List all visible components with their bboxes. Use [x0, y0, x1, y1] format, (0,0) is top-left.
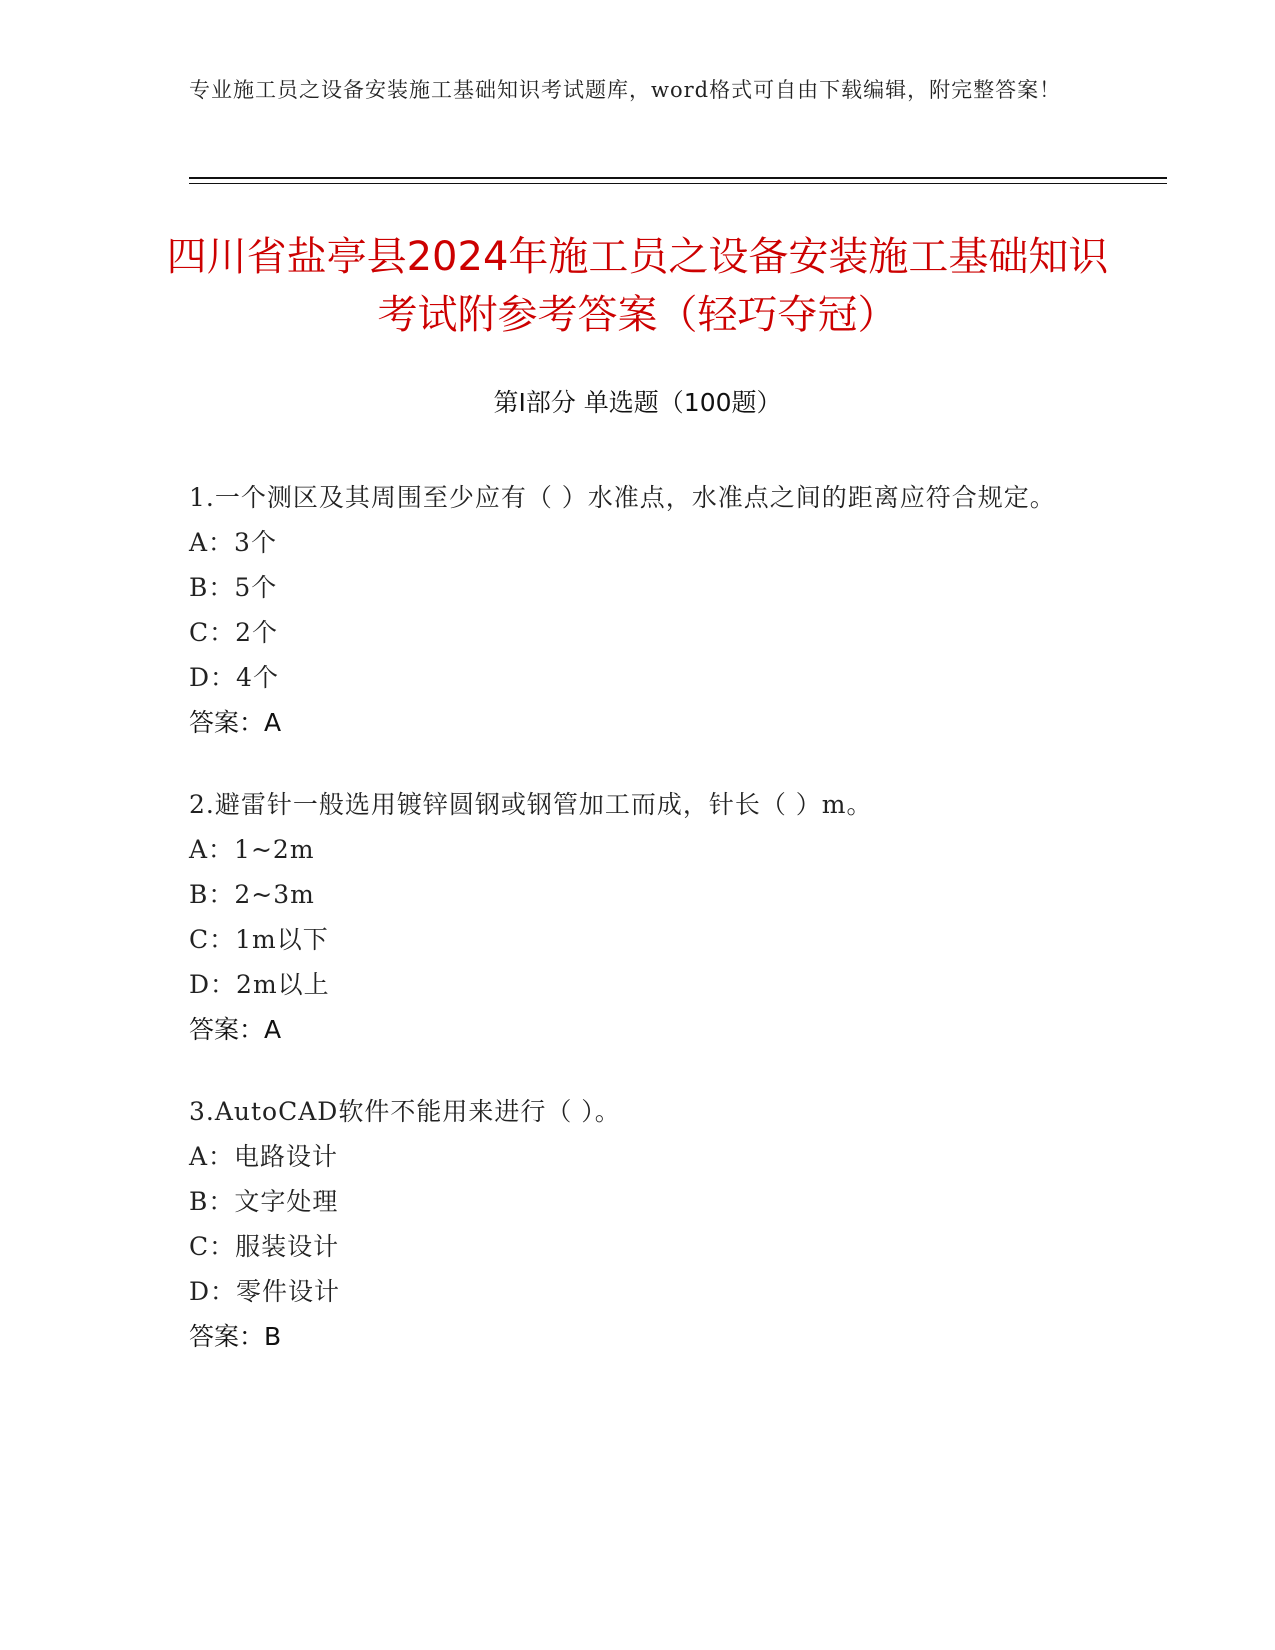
- option-b: B：文字处理: [189, 1187, 339, 1216]
- option-c: C：服装设计: [189, 1232, 340, 1261]
- option-b: B：5个: [189, 573, 278, 602]
- option-d: D：4个: [189, 663, 279, 692]
- question-list: [189, 475, 1089, 1396]
- document-title: 四川省盐亭县2024年施工员之设备安装施工基础知识考试附参考答案（轻巧夺冠）: [166, 234, 1109, 338]
- option-c: C：1m以下: [189, 925, 329, 954]
- header-divider-thick: [189, 177, 1167, 179]
- option-b: B：2~3m: [189, 880, 315, 909]
- answer-line: 答案：A: [189, 1015, 282, 1044]
- question-stem: 2.避雷针一般选用镀锌圆钢或钢管加工而成，针长（ ）m。: [189, 790, 873, 819]
- question-3: [189, 1089, 1089, 1359]
- answer-line: 答案：A: [189, 708, 282, 737]
- answer-line: 答案：B: [189, 1322, 282, 1351]
- question-stem: 3.AutoCAD软件不能用来进行（ ）。: [189, 1097, 621, 1126]
- option-d: D：2m以上: [189, 970, 330, 999]
- header-note: 专业施工员之设备安装施工基础知识考试题库，word格式可自由下载编辑，附完整答案！: [189, 78, 1062, 102]
- option-a: A：3个: [189, 528, 277, 557]
- section-title: 第I部分 单选题（100题）: [493, 388, 782, 417]
- question-1: [189, 475, 1089, 745]
- question-stem: 1.一个测区及其周围至少应有（ ）水准点，水准点之间的距离应符合规定。: [189, 483, 1056, 512]
- option-a: A：电路设计: [189, 1142, 339, 1171]
- option-c: C：2个: [189, 618, 279, 647]
- option-a: A：1~2m: [189, 835, 315, 864]
- header-divider-thin: [189, 183, 1167, 184]
- question-2: [189, 782, 1089, 1052]
- option-d: D：零件设计: [189, 1277, 341, 1306]
